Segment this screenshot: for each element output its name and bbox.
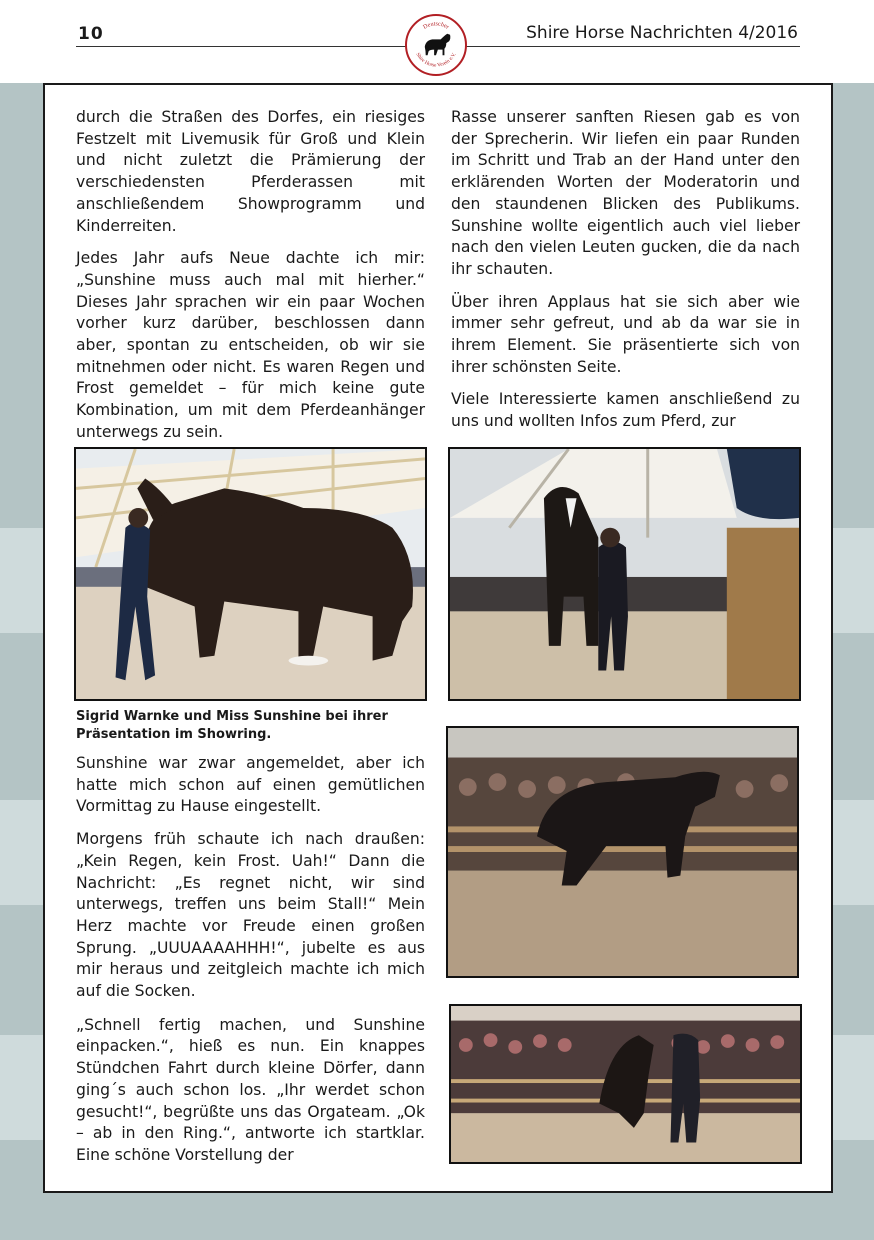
horse-silhouette-icon: [425, 34, 451, 56]
left-column-bottom: [76, 753, 425, 1178]
club-logo: [405, 14, 467, 76]
svg-text:Deutscher: [422, 21, 449, 30]
magazine-title: Shire Horse Nachrichten 4/2016: [526, 23, 798, 43]
logo-text-top: Deutscher: [422, 21, 450, 31]
photo-horse-and-crowd: [449, 1004, 802, 1164]
page-number: 10: [78, 24, 104, 44]
paragraph: Jedes Jahr aufs Neue dachte ich mir: „Sunshine muss auch mal mit hierher.“ Dieses Jahr sprachen wir ein paar Wochen vorher kurz darüber, beschlossen dann aber, spontan zu entscheiden, ob wir sie mitnehmen oder nicht. Es waren Regen und Frost gemeldet – für mich keine gute Kombination, um mit dem Pferdeanhänger unterwegs zu sein.: [76, 249, 425, 441]
paragraph: Morgens früh schaute ich nach draußen: „Kein Regen, kein Frost. Uah!“ Dann die Nachricht: „Es regnet nicht, wir sind unterwegs, treffen uns beim Stall!“ Mein Herz machte vor Freude einen großen Sprung. „UUUAAAAHHH!“, jubelte es aus mir heraus und zeitgleich machte ich mich auf die Socken.: [76, 830, 425, 1001]
photo-horse-front-view: [448, 447, 801, 701]
paragraph: Viele Interessierte kamen anschließend zu uns und wollten Infos zum Pferd, zur: [451, 390, 800, 431]
paragraph: Über ihren Applaus hat sie sich aber wie immer sehr gefreut, und ab da war sie in ihrem Element. Sie präsentierte sich von ihrer schönsten Seite.: [451, 292, 800, 376]
paragraph: „Schnell fertig machen, und Sunshine einpacken.“, hieß es nun. Ein knappes Stündchen Fahrt durch kleine Dörfer, dann ging´s auch schon los. „Ihr werdet schon gesucht!“, begrüßte uns das Orgateam. „Ok – ab in den Ring.“, antworte ich startklar. Eine schöne Vorstellung der: [76, 1015, 425, 1164]
right-column-top: [451, 107, 800, 444]
logo-text-bottom: Shire Horse Verein e.V.: [414, 51, 458, 69]
paragraph: Sunshine war zwar angemeldet, aber ich hatte mich schon auf einen gemütlichen Vormittag zu Hause eingestellt.: [76, 754, 425, 816]
paragraph: durch die Straßen des Dorfes, ein riesiges Festzelt mit Livemusik für Groß und Klein und nicht zuletzt die Prämierung der verschiedensten Pferderassen mit anschließendem Showprogramm und Kinderreiten.: [76, 108, 425, 235]
photo-handler-with-horse: [74, 447, 427, 701]
paragraph: Rasse unserer sanften Riesen gab es von der Sprecherin. Wir liefen ein paar Runden im Schritt und Trab an der Hand unter den erklärenden Worten der Moderatorin und den staundenen Blicken des Publikums. Sunshine wollte eigentlich auch viel lieber nach den vielen Leuten gucken, die da nach ihr schauten.: [451, 108, 800, 278]
photo-horse-trotting: [446, 726, 799, 978]
left-column-top: [76, 107, 425, 455]
photo-caption: Sigrid Warnke und Miss Sunshine bei ihrer Präsentation im Showring.: [76, 709, 388, 742]
